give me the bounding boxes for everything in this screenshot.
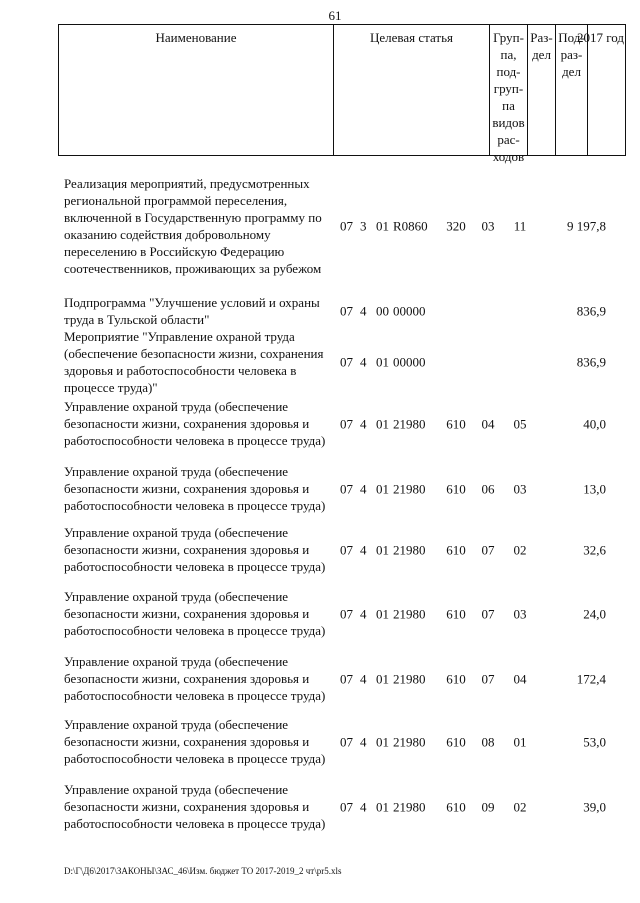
header-group-line: рас- [497, 132, 520, 147]
row-group: 610 [446, 542, 466, 557]
row-target-program: 07 [340, 218, 353, 234]
row-name: Управление охраной труда (обеспечение безопасности жизни, сохранения здоровья и работоспособности человека в процессе труда) [64, 464, 326, 513]
row-name: Управление охраной труда (обеспечение безопасности жизни, сохранения здоровья и работоспособности человека в процессе труда) [64, 525, 326, 574]
row-target-event: 01 [376, 481, 389, 496]
row-target-direction: 21980 [393, 542, 426, 557]
page-number: 61 [328, 8, 342, 23]
row-name: Управление охраной труда (обеспечение безопасности жизни, сохранения здоровья и работоспособности человека в процессе труда) [64, 589, 326, 638]
row-name: Реализация мероприятий, предусмотренных региональной программой переселения, включенной в Государственную программу по оказанию содействия добровольному переселению в Российскую Федерацию соотечественников, проживающих за рубежом [64, 176, 322, 276]
row-target-event: 01 [376, 799, 389, 814]
row-target-direction: 21980 [393, 671, 426, 686]
table-row [58, 716, 626, 767]
header-group-line: па, [500, 47, 517, 62]
row-target-event: 01 [376, 354, 389, 370]
row-target-subprogram: 4 [360, 481, 367, 496]
row-name: Мероприятие "Управление охраной труда (обеспечение безопасности жизни, сохранения здоровья и работоспособности человека в процессе труда)" [64, 329, 324, 395]
row-group: 610 [446, 671, 466, 686]
row-target-program: 07 [340, 303, 353, 319]
row-target-direction: 21980 [393, 416, 426, 431]
row-target-event: 01 [376, 218, 389, 234]
file-path-footer: D:\Г\Д6\2017\ЗАКОНЫ\ЗАС_46\Изм. бюджет ТО 2017-2019_2 чт\pr5.xls [64, 866, 342, 876]
row-section: 06 [481, 481, 495, 496]
row-sum: 32,6 [583, 542, 606, 557]
row-name: Подпрограмма "Улучшение условий и охраны труда в Тульской области" [64, 295, 320, 327]
table-row [58, 463, 626, 514]
row-subsection: 03 [513, 481, 527, 496]
header-section-line: дел [532, 47, 551, 62]
table-row [58, 294, 626, 328]
table-header [58, 24, 626, 164]
row-target-event: 01 [376, 606, 389, 621]
header-name: Наименование [155, 30, 237, 45]
table-row [58, 398, 626, 449]
table-row [58, 175, 626, 277]
row-sum: 40,0 [583, 416, 606, 431]
header-group-line: груп- [493, 81, 524, 96]
row-target-direction: 21980 [393, 799, 426, 814]
row-target-subprogram: 4 [360, 671, 367, 686]
row-section: 09 [481, 799, 495, 814]
row-target-subprogram: 4 [360, 354, 367, 370]
row-target-program: 07 [340, 416, 353, 431]
row-target-subprogram: 4 [360, 799, 367, 814]
header-group-line: ходов [492, 149, 525, 164]
row-name: Управление охраной труда (обеспечение безопасности жизни, сохранения здоровья и работоспособности человека в процессе труда) [64, 782, 326, 831]
row-group: 610 [446, 734, 466, 749]
row-subsection: 04 [513, 671, 527, 686]
row-target-direction: 00000 [393, 354, 426, 370]
row-group: 610 [446, 416, 466, 431]
header-subsection-line: раз- [560, 47, 583, 62]
header-group-line: Груп- [493, 30, 524, 45]
row-name: Управление охраной труда (обеспечение безопасности жизни, сохранения здоровья и работоспособности человека в процессе труда) [64, 399, 326, 448]
row-name: Управление охраной труда (обеспечение безопасности жизни, сохранения здоровья и работоспособности человека в процессе труда) [64, 717, 326, 766]
row-subsection: 11 [513, 218, 527, 234]
row-target-event: 01 [376, 671, 389, 686]
row-sum: 53,0 [583, 734, 606, 749]
row-section: 07 [481, 606, 495, 621]
row-group: 610 [446, 606, 466, 621]
header-group-line: под- [496, 64, 521, 79]
row-sum: 24,0 [583, 606, 606, 621]
header-group-line: видов [492, 115, 525, 130]
row-section: 04 [481, 416, 495, 431]
row-sum: 39,0 [583, 799, 606, 814]
row-target-direction: 21980 [393, 734, 426, 749]
header-section [527, 25, 555, 155]
row-target-subprogram: 3 [360, 218, 367, 234]
table-row [58, 653, 626, 704]
row-sum: 13,0 [583, 481, 606, 496]
header-section-line: Раз- [530, 30, 553, 45]
row-target-subprogram: 4 [360, 734, 367, 749]
table-row [58, 781, 626, 832]
row-subsection: 01 [513, 734, 527, 749]
row-target-program: 07 [340, 799, 353, 814]
row-target-subprogram: 4 [360, 303, 367, 319]
row-target-direction: 21980 [393, 481, 426, 496]
header-target: Целевая статья [333, 25, 489, 155]
header-subsection-line: Под- [558, 30, 585, 45]
row-name: Управление охраной труда (обеспечение безопасности жизни, сохранения здоровья и работоспособности человека в процессе труда) [64, 654, 326, 703]
header-subsection-line: дел [562, 64, 581, 79]
row-subsection: 03 [513, 606, 527, 621]
row-target-program: 07 [340, 671, 353, 686]
row-sum: 836,9 [576, 303, 606, 319]
header-year [577, 25, 627, 155]
row-target-event: 01 [376, 416, 389, 431]
header-group [489, 25, 527, 164]
row-section: 07 [481, 671, 495, 686]
table-row [58, 588, 626, 639]
row-group: 320 [446, 218, 466, 234]
row-sum: 172,4 [576, 671, 606, 686]
row-target-event: 01 [376, 542, 389, 557]
row-group: 610 [446, 799, 466, 814]
row-section: 08 [481, 734, 495, 749]
header-year-label: 2017 год [577, 30, 624, 45]
row-subsection: 02 [513, 799, 527, 814]
table-row [58, 328, 626, 396]
row-section: 07 [481, 542, 495, 557]
row-section: 03 [481, 218, 495, 234]
row-target-subprogram: 4 [360, 542, 367, 557]
row-target-direction: 00000 [393, 303, 426, 319]
row-target-program: 07 [340, 542, 353, 557]
row-subsection: 05 [513, 416, 527, 431]
table-row [58, 524, 626, 575]
row-target-subprogram: 4 [360, 416, 367, 431]
row-target-program: 07 [340, 734, 353, 749]
row-target-event: 01 [376, 734, 389, 749]
row-target-subprogram: 4 [360, 606, 367, 621]
header-group-line: па [502, 98, 515, 113]
row-target-program: 07 [340, 606, 353, 621]
row-target-direction: R0860 [393, 218, 428, 234]
row-target-program: 07 [340, 354, 353, 370]
row-sum: 9 197,8 [567, 218, 606, 234]
row-target-event: 00 [376, 303, 389, 319]
row-target-program: 07 [340, 481, 353, 496]
row-group: 610 [446, 481, 466, 496]
row-subsection: 02 [513, 542, 527, 557]
row-target-direction: 21980 [393, 606, 426, 621]
row-sum: 836,9 [576, 354, 606, 370]
